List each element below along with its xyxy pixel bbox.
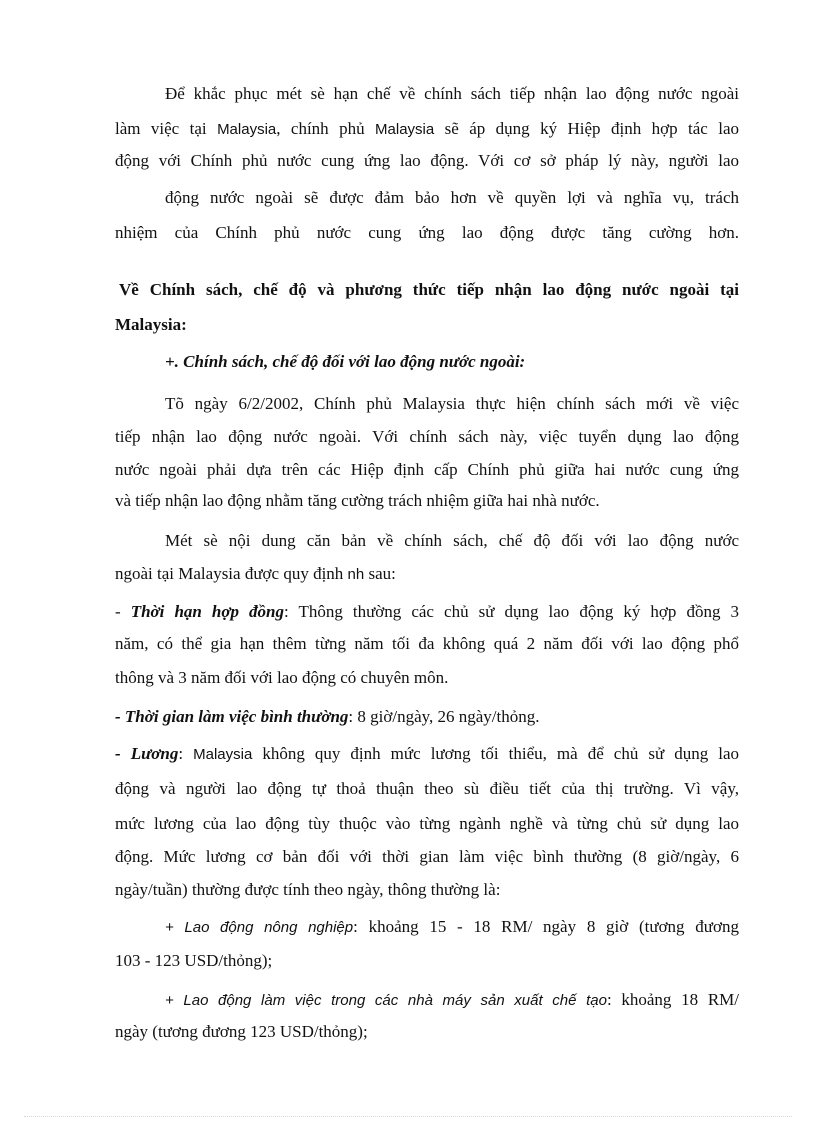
salary-line-4: động. Mức lương cơ bản đối với thời gian làm việc bình thường (8 giờ/ngày, 6 bbox=[115, 847, 739, 866]
paragraph-1-line-5: nhiệm của Chính phủ nước cung ứng lao động được tăng cường hơn. bbox=[115, 223, 739, 242]
footer-divider bbox=[24, 1116, 792, 1117]
paragraph-1-line-1: Để khắc phục mét sè hạn chế về chính sách tiếp nhận lao động nước ngoài bbox=[165, 84, 739, 103]
paragraph-3-line-2: ngoài tại Malaysia được quy định nh sau: bbox=[115, 564, 396, 583]
section-heading-line-1: Về Chính sách, chế độ và phương thức tiếp nhận lao động nước ngoài tại bbox=[119, 280, 739, 299]
subheading: +. Chính sách, chế độ đối với lao động nước ngoài: bbox=[165, 352, 526, 371]
paragraph-3-line-1: Mét sè nội dung căn bản về chính sách, chế độ đối với lao động nước bbox=[165, 531, 739, 550]
agriculture-wage-line-1: + Lao động nông nghiệp: khoảng 15 - 18 RM/ ngày 8 giờ (tương đương bbox=[165, 917, 739, 936]
paragraph-2-line-4: và tiếp nhận lao động nhằm tăng cường trách nhiệm giữa hai nhà nước. bbox=[115, 491, 600, 510]
salary-line-2: động và người lao động tự thoả thuận theo sù điều tiết của thị trường. Vì vậy, bbox=[115, 779, 739, 798]
contract-term-line-3: thông và 3 năm đối với lao động có chuyên môn. bbox=[115, 668, 449, 687]
paragraph-2-line-1: Tõ ngày 6/2/2002, Chính phủ Malaysia thực hiện chính sách mới về việc bbox=[165, 394, 739, 413]
section-heading-line-2: Malaysia: bbox=[115, 315, 187, 334]
contract-term-line-2: năm, có thể gia hạn thêm từng năm tối đa không quá 2 năm đối với lao động phổ bbox=[115, 634, 739, 653]
working-time-line: - Thời gian làm việc bình thường: 8 giờ/ngày, 26 ngày/thỏng. bbox=[115, 707, 540, 726]
salary-line-5: ngày/tuần) thường được tính theo ngày, thông thường là: bbox=[115, 880, 501, 899]
factory-wage-line-2: ngày (tương đương 123 USD/thỏng); bbox=[115, 1022, 368, 1041]
paragraph-1-line-2: làm việc tại Malaysia, chính phủ Malaysia sẽ áp dụng ký Hiệp định hợp tác lao bbox=[115, 119, 740, 138]
paragraph-2-line-2: tiếp nhận lao động nước ngoài. Với chính sách này, việc tuyển dụng lao động bbox=[115, 427, 739, 446]
factory-wage-line-1: + Lao động làm việc trong các nhà máy sản xuất chế tạo: khoảng 18 RM/ bbox=[165, 990, 739, 1009]
paragraph-1-line-3: động với Chính phủ nước cung ứng lao động. Với cơ sở pháp lý này, người lao bbox=[115, 151, 739, 170]
salary-line-3: mức lương của lao động tùy thuộc vào từng ngành nghề và từng chủ sử dụng lao bbox=[115, 814, 739, 833]
paragraph-1-line-4: động nước ngoài sẽ được đảm bảo hơn về quyền lợi và nghĩa vụ, trách bbox=[165, 188, 739, 207]
contract-term-line-1: - Thời hạn hợp đồng: Thông thường các chủ sử dụng lao động ký hợp đồng 3 bbox=[115, 602, 739, 621]
salary-line-1: - Lương: Malaysia không quy định mức lương tối thiểu, mà để chủ sử dụng lao bbox=[115, 744, 740, 763]
agriculture-wage-line-2: 103 - 123 USD/thỏng); bbox=[115, 951, 273, 970]
paragraph-2-line-3: nước ngoài phải dựa trên các Hiệp định cấp Chính phủ giữa hai nước cung ứng bbox=[115, 460, 739, 479]
